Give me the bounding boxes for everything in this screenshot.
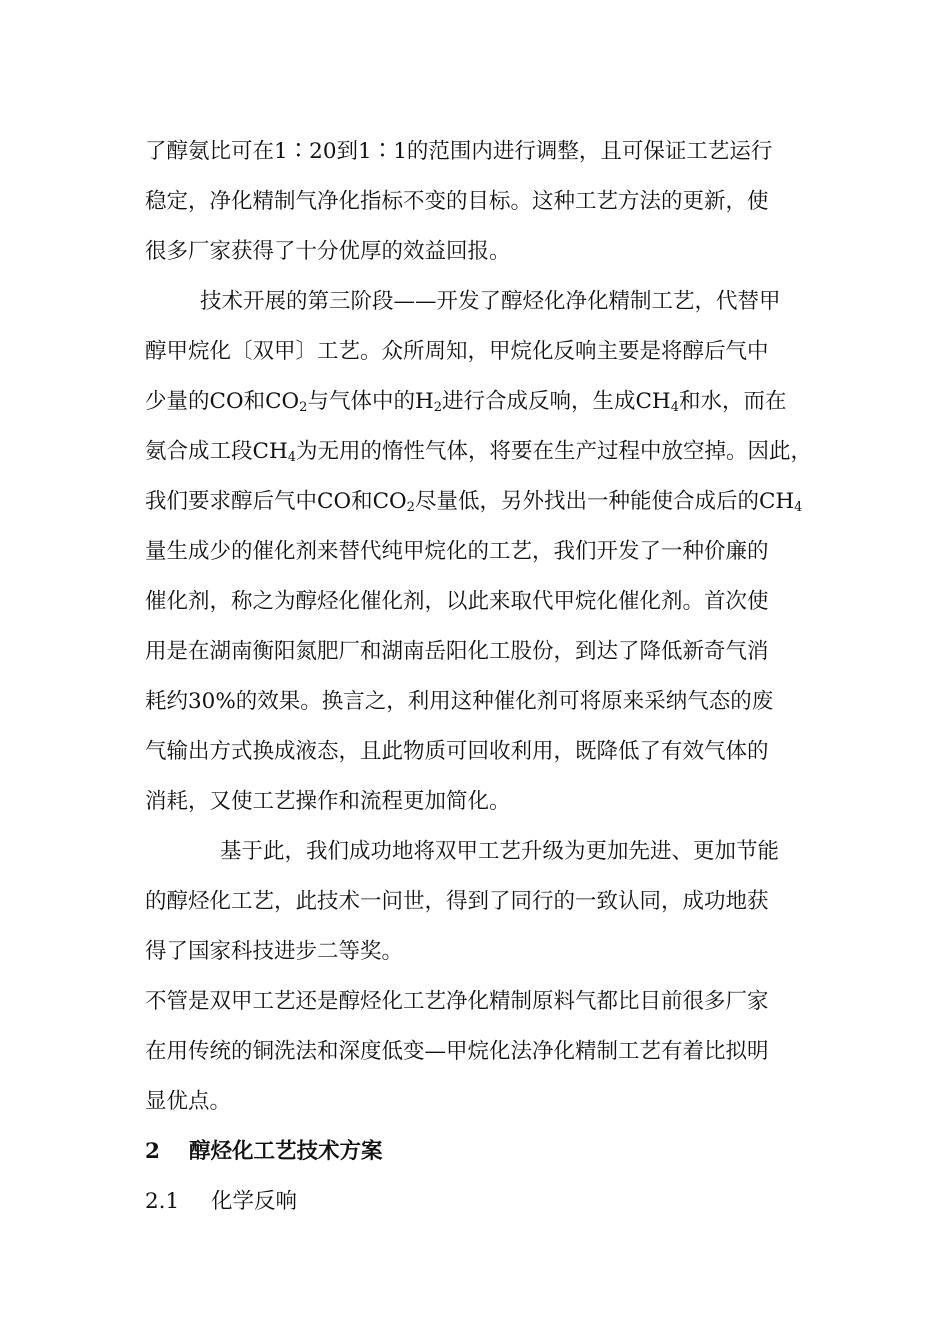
section-title: 醇烃化工艺技术方案 [189, 1139, 383, 1164]
paragraph-2-line-8: 用是在湖南衡阳氮肥厂和湖南岳阳化工股份，到达了降低新奇气消 [145, 639, 769, 664]
subscript: 2 [299, 400, 308, 415]
paragraph-3-line-2: 的醇烃化工艺，此技术一问世，得到了同行的一致认同，成功地获 [145, 889, 769, 914]
paragraph-2-line-7: 催化剂，称之为醇烃化催化剂，以此来取代甲烷化催化剂。首次使 [145, 589, 769, 614]
text-segment: 我们要求醇后气中CO和CO [145, 489, 407, 514]
section-number: 2 [145, 1139, 160, 1164]
subscript: 4 [794, 500, 803, 515]
paragraph-1-line-1: 了醇氨比可在1∶20到1∶1的范围内进行调整，且可保证工艺运行 [145, 139, 773, 164]
text-segment: 少量的CO和CO [145, 389, 300, 414]
paragraph-4-line-1: 不管是双甲工艺还是醇烃化工艺净化精制原料气都比目前很多厂家 [145, 989, 769, 1014]
subscript: 2 [433, 400, 442, 415]
paragraph-2-line-9: 耗约30%的效果。换言之，利用这种催化剂可将原来采纳气态的废 [145, 689, 774, 714]
text-segment: 为无用的惰性气体，将要在生产过程中放空掉。因此， [295, 439, 812, 464]
section-heading-2-1 [145, 1189, 297, 1215]
text-segment: 与气体中的H [307, 389, 434, 414]
section-heading-2 [145, 1139, 383, 1165]
paragraph-1-line-3: 很多厂家获得了十分优厚的效益回报。 [145, 239, 511, 264]
paragraph-2-line-5 [145, 489, 802, 515]
paragraph-3-line-1: 基于此，我们成功地将双甲工艺升级为更加先进、更加节能 [220, 839, 780, 864]
paragraph-2-line-3 [145, 389, 786, 415]
paragraph-4-line-2: 在用传统的铜洗法和深度低变—甲烷化法净化精制工艺有着比拟明 [145, 1039, 769, 1064]
paragraph-3-line-3: 得了国家科技进步二等奖。 [145, 939, 404, 964]
text-segment: 尽量低，另外找出一种能使合成后的CH [414, 489, 795, 514]
paragraph-2-line-10: 气输出方式换成液态，且此物质可回收利用，既降低了有效气体的 [145, 739, 769, 764]
text-segment: 氨合成工段CH [145, 439, 288, 464]
paragraph-2-line-6: 量生成少的催化剂来替代纯甲烷化的工艺，我们开发了一种价廉的 [145, 539, 769, 564]
subsection-number: 2.1 [145, 1189, 180, 1214]
paragraph-2-line-1: 技术开展的第三阶段——开发了醇烃化净化精制工艺，代替甲 [200, 289, 781, 314]
subscript: 4 [287, 450, 296, 465]
paragraph-4-line-3: 显优点。 [145, 1089, 232, 1114]
subsection-title: 化学反响 [211, 1189, 298, 1214]
text-segment: 和水，而在 [678, 389, 787, 414]
paragraph-2-line-11: 消耗，又使工艺操作和流程更加简化。 [145, 789, 511, 814]
subscript: 2 [406, 500, 415, 515]
paragraph-2-line-4 [145, 439, 812, 465]
text-segment: 进行合成反响，生成CH [441, 389, 671, 414]
subscript: 4 [670, 400, 679, 415]
paragraph-1-line-2: 稳定，净化精制气净化指标不变的目标。这种工艺方法的更新，使 [145, 189, 769, 214]
paragraph-2-line-2: 醇甲烷化〔双甲〕工艺。众所周知，甲烷化反响主要是将醇后气中 [145, 339, 769, 364]
